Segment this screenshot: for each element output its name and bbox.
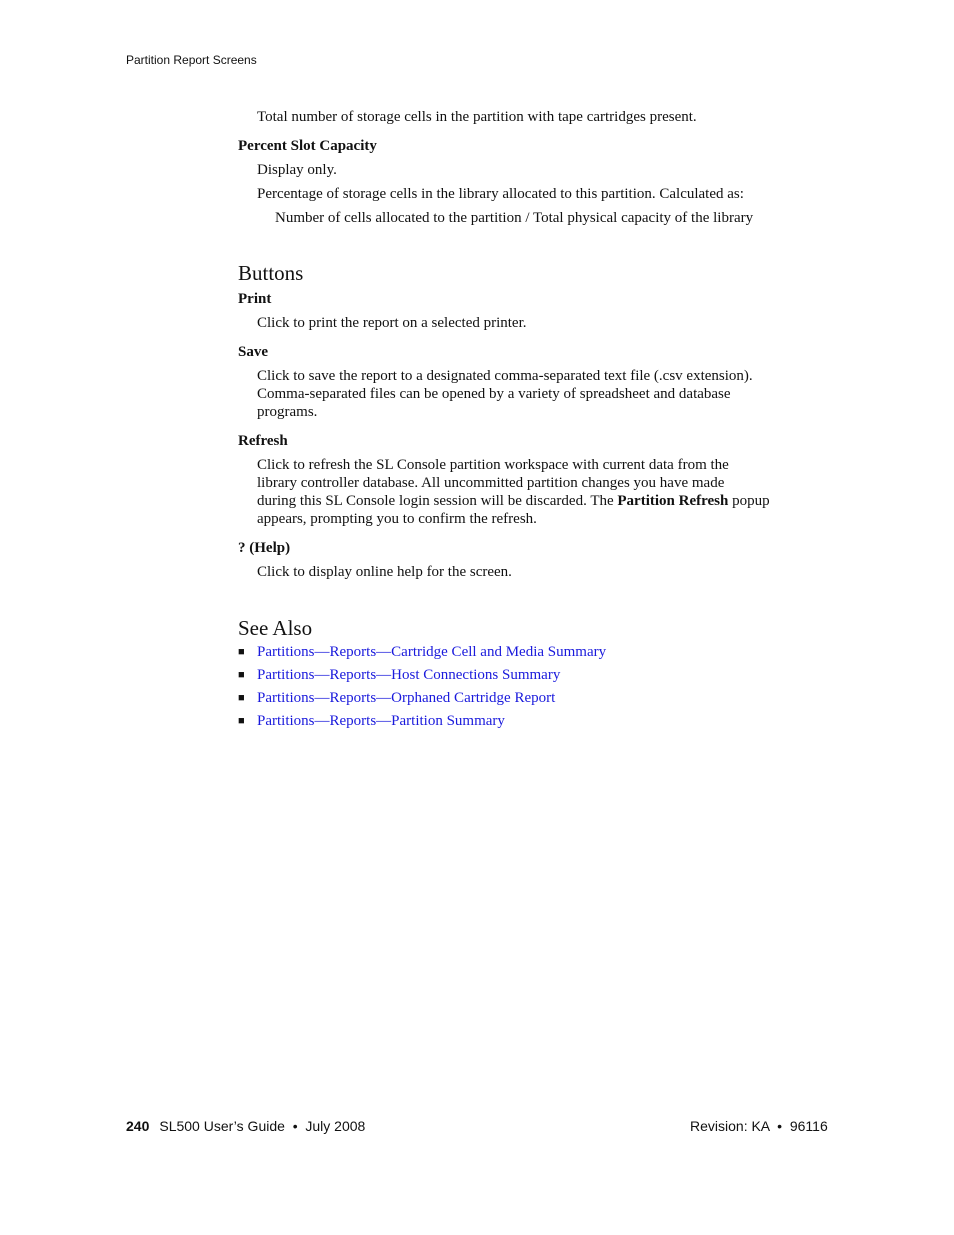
partition-refresh-term: Partition Refresh <box>617 493 729 509</box>
see-also-list <box>238 643 838 730</box>
print-description: Click to print the report on a selected printer. <box>257 315 527 331</box>
list-item <box>238 712 838 730</box>
bullet-icon: ■ <box>238 646 245 658</box>
term-refresh: Refresh <box>238 433 288 449</box>
intro-text: Total number of storage cells in the partition with tape cartridges present. <box>257 109 697 125</box>
percent-slot-display: Display only. <box>257 162 337 178</box>
term-help: ? (Help) <box>238 540 291 556</box>
page-content <box>238 108 838 730</box>
footer-left <box>126 1118 365 1134</box>
term-percent-slot-capacity: Percent Slot Capacity <box>238 138 377 154</box>
refresh-line: appears, prompting you to confirm the refresh. <box>257 511 537 527</box>
refresh-line-text: during this SL Console login session will be discarded. The <box>257 493 618 509</box>
save-line: programs. <box>257 404 318 420</box>
refresh-line-text: popup <box>728 493 770 509</box>
save-line: Comma-separated files can be opened by a variety of spreadsheet and database <box>257 386 731 402</box>
list-item <box>238 689 838 707</box>
link-partition-summary[interactable]: Partitions—Reports—Partition Summary <box>257 713 505 729</box>
percent-slot-formula: Number of cells allocated to the partition / Total physical capacity of the library <box>275 210 754 226</box>
refresh-line: Click to refresh the SL Console partition workspace with current data from the <box>257 457 729 473</box>
bullet-icon: ■ <box>238 692 245 704</box>
term-save: Save <box>238 344 268 360</box>
bullet-icon: ■ <box>238 715 245 727</box>
save-line: Click to save the report to a designated comma-separated text file (.csv extension). <box>257 368 753 384</box>
refresh-line: library controller database. All uncommitted partition changes you have made <box>257 475 725 491</box>
term-print: Print <box>238 291 272 307</box>
link-cartridge-cell-media-summary[interactable]: Partitions—Reports—Cartridge Cell and Media Summary <box>257 644 607 660</box>
help-description: Click to display online help for the screen. <box>257 564 512 580</box>
footer-revision: Revision: KA • 96116 <box>690 1118 828 1134</box>
percent-slot-description: Percentage of storage cells in the library allocated to this partition. Calculated as: <box>257 186 744 202</box>
list-item <box>238 666 838 684</box>
buttons-heading: Buttons <box>238 261 304 285</box>
running-header: Partition Report Screens <box>126 53 257 67</box>
link-host-connections-summary[interactable]: Partitions—Reports—Host Connections Summary <box>257 667 561 683</box>
page-number: 240 <box>126 1118 150 1134</box>
bullet-icon: ■ <box>238 669 245 681</box>
refresh-line <box>257 492 838 510</box>
save-description <box>257 367 838 421</box>
list-item <box>238 643 838 661</box>
link-orphaned-cartridge-report[interactable]: Partitions—Reports—Orphaned Cartridge Report <box>257 690 556 706</box>
doc-title-date: SL500 User’s Guide • July 2008 <box>159 1118 366 1134</box>
see-also-heading: See Also <box>238 616 313 640</box>
refresh-description <box>257 456 838 528</box>
